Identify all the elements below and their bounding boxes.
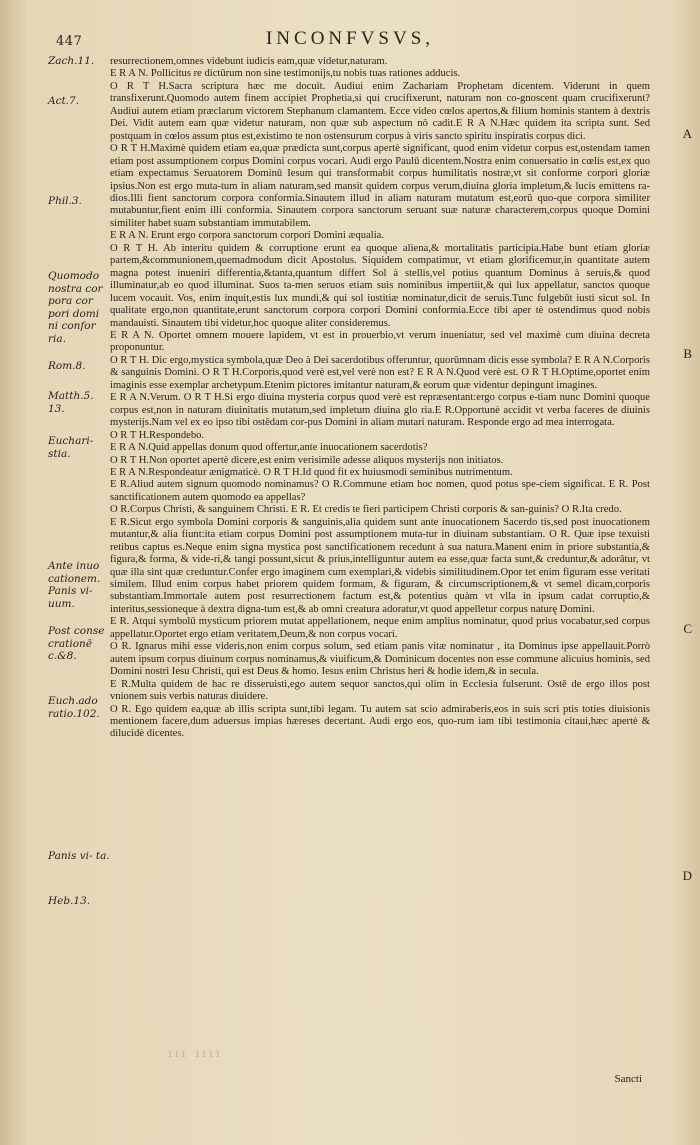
margin-note: Ante inuo cationem. <box>48 560 101 585</box>
text-paragraph: O R T H.Respondebo. <box>110 429 205 441</box>
text-paragraph: O R T H.Maximè quidem etiam ea,quæ prædicta sunt,corpus apertè significant, quod enim videtur corpus est,ostendam tamen etiam post assumptionem corpus Domini corpus vocari. Audi ergo Paulū dicentem.Nostra enim conuersatio in cœlis est,ex quo etiam expectamus Seruatorem Dominū Iesum qui transformabit corpus humilitatis nostræ,vt sit conforme corpori gloriæ ipsius.Non est ergo muta-tum in aliam naturam,sed mansit quidem corpus verum,diuina gloria impletum,& lucis emittens ra-dios.Illi fient sanctorum corpora conformia.Sinautem illud in aliam naturam mutatum est,eorū quo-que corpora similiter mutabuntur,fient enim illi conformia. Sinautem corpora sanctorum seruant suæ naturæ characterem,corpus quoque Domini similiter habet suam substantiam immutabilem. <box>110 143 650 229</box>
margin-note: Matth.5. 13. <box>48 390 94 415</box>
text-paragraph: E R A N. Oportet omnem mouere lapidem, vt est in prouerbio,vt verum inueniatur, sed vel maximè cum diuina decreta proponuntur. <box>110 329 650 354</box>
text-paragraph: O R. Ego quidem ea,quæ ab illis scripta sunt,tibi legam. Tu autem sat scio admiraberis,eos in suis scri ptis toties diuisionis mentionem facere,dum aduersus impias hæreses decertant. Audi ergo eos, quo-rum iam tibi testimonia citaui,hæc apertè & dilucidè dicentes. <box>110 703 650 740</box>
section-letter: D <box>682 868 692 883</box>
text-paragraph: O R T H.Sacra scriptura hæc me docuit. Audiui enim Zachariam Prophetam dicentem. Viderunt in quem transfixerunt.Quomodo autem finem accipiet Prophetia,si qui crucifixerunt, naturam non co-gnoscent quam crucifixerunt? Audiui autem etiam præclarum victorem Stephanum clamantem. Ecce video cœlos apertos,& filium hominis stantem à dextris Dei. Vidit autem eam quæ videtur naturam, non quæ sub aspectum nō cadit.E R A N.Hæc quidem ita scripta sunt. Sed postquam in cœlos assum ptus est,existimo te non ostensurum corpus à viris sancto spiritu inspiratis corpus dici. <box>110 80 650 142</box>
text-paragraph: E R.Sicut ergo symbola Domini corporis & sanguinis,alia quidem sunt ante inuocationem Sacerdo tis,sed post inuocationem mutantur,& alia fiunt:ita etiam corpus Domini post assumptionem muta-tur in diuinam substantiam. O R. Quæ ipse texuisti retibus captus es.Neque enim signa mystica post sanctificationem recedunt à sua natura.Manent enim in priore substantia,& figura,& forma, & vide-ri,& tangi possunt,sicut & prius,intelliguntur autem ea esse,quæ facta sunt,& creduntur,& adorātur, vt quæ illa sint quæ creduntur.Confer ergo imaginem cum exemplari,& videbis similitudinem.Opor tet enim figuram esse veritati similem. Illud enim corpus habet priorem quidem formam, & figuram, & circumscriptionem,& vt semel dicam,corporis substantiam.Immortale autem post resurrectionem factum est,& potentius quàm vt vlla in ipsum cadat corruptio,& interitus,sessioneque à dextra digna-tum est,& ab omni creatura adoratur,vt quod appelletur corpus naturę Domini. <box>110 516 650 615</box>
text-paragraph: E R. Atqui symbolū mysticum priorem mutat appellationem, neque enim amplius nominatur, quod prius vocabatur,sed corpus appellatur.Oportet ergo etiam veritatem,Deum,& non corpus vocari. <box>110 616 650 640</box>
bleed-through-text: ııı ıııı <box>168 1046 223 1060</box>
text-paragraph: E R.Multa quidem de hac re disseruisti,ego autem sequor sanctos,qui olim in Ecclesia fulserunt. Ostē de ergo illos post vnionem suis verbis naturas diuidere. <box>110 678 650 703</box>
margin-note: Rom.8. <box>48 360 86 372</box>
body-text <box>110 56 650 741</box>
section-letter: C <box>683 621 692 636</box>
margin-note: Act.7. <box>48 95 80 107</box>
page-number: 447 <box>56 34 83 49</box>
text-paragraph: E R A N.Quid appellas donum quod offertur,ante inuocationem sacerdotis? <box>110 442 428 454</box>
text-paragraph: O R. Ignarus mihi esse videris,non enim corpus solum, sed etiam panis vitæ nominatur , ita Dominus ipse appellauit.Porrò autem ipsum corpus diuinum corpus nominamus,& viuificum,& Dominicum docentes non esse commune alicuius hominis, sed Domini nostri Iesu Christi, qui est Deus & homo. Iesus enim Christus heri & hodie idem,& in secula. <box>110 641 650 678</box>
text-paragraph: O R T H. Dic ergo,mystica symbola,quæ Deo à Dei sacerdotibus offeruntur, quorūmnam dicis esse symbola? E R A N.Corporis & sanguinis Domini. O R T H.Corporis,quod verè est,vel verè non est? E R A N.Quod verè est. O R T H.Optime,oportet enim imaginis esse exemplar archetypum.Etenim pictores imitantur naturam,& eorum quæ videntur depingunt imagines. <box>110 354 650 391</box>
section-letter: A <box>682 126 692 141</box>
text-paragraph: resurrectionem,omnes videbunt iudicis eam,quæ videtur,naturam. <box>110 56 388 67</box>
margin-note: Heb.13. <box>48 895 91 907</box>
text-paragraph: E R A N.Verum. O R T H.Si ergo diuina mysteria corpus quod verè est repræsentant:ergo corpus e-tiam nunc Domini quoque corpus est,non in naturam diuinitatis mutatum,sed impletum diuina glo ria.E R.Opportunè accidit vt verba faceres de diuinis mysterijs.Nam vel ex eo ipso tibi ostēdam cor-pus Domini in aliam mutari naturam. Responde ergo ad mea interrogata. <box>110 392 650 429</box>
text-paragraph: O R T H.Non oportet apertè dicere,est enim verisimile adesse aliquos mysterijs non initiatos. <box>110 454 504 466</box>
margin-note: Euch.ado ratio.102. <box>48 695 100 720</box>
section-letter: B <box>683 346 692 361</box>
margin-note: Euchari- stia. <box>48 435 94 460</box>
margin-note: Panis vi- ta. <box>48 850 110 862</box>
text-paragraph: E R.Aliud autem signum quomodo nominamus? O R.Commune etiam hoc nomen, quod potus spe-ciem significat. E R. Post sanctificationem autem quomodo ea appellas? <box>110 479 650 503</box>
text-paragraph: O R.Corpus Christi, & sanguinem Christi. E R. Et credis te fieri participem Christi corporis & san-guinis? O R.Ita credo. <box>110 504 622 516</box>
margin-note: Panis vi- uum. <box>48 585 93 610</box>
margin-note: Post conse crationē c.&8. <box>48 625 105 662</box>
catchword: Sancti <box>614 1073 642 1085</box>
margin-note: Phil.3. <box>48 195 82 207</box>
text-paragraph: E R A N. Pollicitus re dictūrum non sine testimonijs,tu nobis tuas rationes adducis. <box>110 68 461 80</box>
margin-note: Zach.11. <box>48 55 95 67</box>
running-head: INCONFVSVS, <box>265 28 435 49</box>
text-paragraph: O R T H. Ab interitu quidem & corruptione erunt ea quoque aliena,& mortalitatis participia.Habe bunt etiam gloriæ partem,&communionem,quemadmodum dicit Apostolus. Siquidem compatimur, vt etiam glorificemur,in quantitate autem magna potest inueniri differentia,&tanta,quantum differt Sol à stellis,vel potius quantum Dominus à seruis,& quod illuminatur,ab eo quod illuminat. Suos ta-men seruos etiam suis nominibus impertiit,& qui lux appellatur, sanctos quoque lucem vocauit. Vos, enim inquit,estis lux mundi,& qui sol iustitiæ nominatur,dicit de seruis.Tunc fulgebūt iusti sicut sol. In qualitate ergo,non quantitate,erunt sanctorum corpora corpori Domini conformia.Ecce tibi aper tè ostendimus quod nobis mandauisti. Sinautem tibi videtur,hoc quoque aliter consideremus. <box>110 242 650 329</box>
text-paragraph: E R A N. Erunt ergo corpora sanctorum corpori Domini æqualia. <box>110 230 385 242</box>
text-paragraph: E R A N.Respondeatur ænigmaticè. O R T H.Id quod fit ex huiusmodi seminibus nutrimentum. <box>110 466 513 478</box>
margin-note: Quomodo nostra cor pora cor pori domi ni confor ria. <box>48 270 103 345</box>
